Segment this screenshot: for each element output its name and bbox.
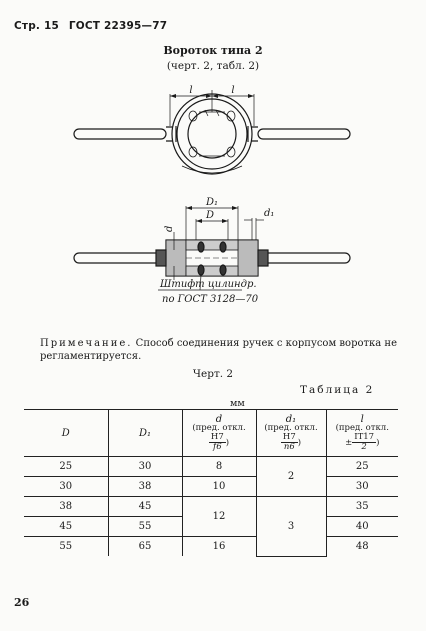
cell-D1: 38 [108,477,182,497]
left-handle-section [74,253,166,263]
dimensions-table [24,409,398,557]
table-label: Таблица 2 [300,384,375,396]
cell-l: 40 [326,517,398,537]
cell-D: 45 [24,517,108,537]
note-text: Способ соединения ручек с корпусом воротка не регламентируется. [40,338,397,362]
dim-l-right: l [231,85,235,96]
table-row [24,537,398,557]
header-d1-note: (пред. откл. [264,422,318,433]
header-l-num: IT17 [354,431,375,442]
header-d: d (пред. откл. $\frac{H7}{f6}$ ) [182,410,256,457]
page-header [14,20,167,32]
table-header-row [24,410,398,457]
cell-D1: 55 [108,517,182,537]
dim-l-left: l [189,85,193,96]
section-title: Воротoк типа 2 [163,44,263,57]
pin-standard: по ГОСТ 3128—70 [162,294,259,305]
table-row [24,457,398,477]
cell-d1: 3 [256,497,326,557]
cell-d1: 2 [256,457,326,497]
cell-d: 10 [182,477,256,497]
dim-d1: d₁ [264,208,275,219]
header-d-den: f6 [213,441,222,452]
header-d-fraction [209,433,226,452]
standard-label: ГОСТ 22395—77 [68,20,168,32]
left-handle-top [74,129,166,139]
cell-l: 35 [326,497,398,517]
header-D: D [61,427,70,439]
cell-D: 55 [59,541,73,552]
dim-d: d [164,225,175,232]
cell-l: 25 [326,457,398,477]
right-handle-top [258,129,350,139]
header-l-den: 2 [361,441,367,452]
dim-D1: D₁ [205,197,219,208]
cell-D1: 65 [108,537,182,557]
table-row [24,497,398,517]
cell-d: 12 [182,497,256,537]
cell-d: 16 [182,537,256,557]
cell-D: 25 [24,457,108,477]
header-d1-num: H7 [282,431,296,442]
cell-D: 30 [24,477,108,497]
header-l: l (пред. откл. ± $\frac{IT17}{2}$ ) [326,410,398,457]
note [40,337,400,363]
pin-label: Штифт цилиндр. [160,279,257,290]
header-l-symbol: l [360,413,364,425]
header-d1-fraction [281,433,298,452]
cell-l: 48 [326,537,398,557]
figure-caption: Черт. 2 [192,368,234,380]
header-d-note: (пред. откл. [192,422,246,433]
header-d-symbol: d [215,413,223,425]
cell-l: 30 [326,477,398,497]
table-row [24,477,398,497]
section-subtitle: (черт. 2, табл. 2) [166,60,260,72]
header-D1: D₁ [108,410,182,457]
header-d1-symbol: d₁ [285,413,297,425]
header-d-num: H7 [210,431,224,442]
dim-D: D [205,210,215,221]
cell-D: 38 [24,497,108,517]
page-number: 26 [14,596,30,609]
header-d1: d₁ (пред. откл. $\frac{H7}{n6}$ ) [256,410,326,457]
header-l-note: (пред. откл. [335,422,389,433]
page-label: Стр. 15 [14,20,59,32]
body-section-view [156,240,268,276]
note-label: Примечание. [40,338,133,349]
right-handle-section [258,253,350,263]
cell-d: 8 [182,457,256,477]
header-l-prefix: ± [345,437,353,448]
technical-drawing [0,74,426,336]
cell-D1: 45 [108,497,182,517]
header-l-fraction [352,433,376,452]
cell-D1: 30 [108,457,182,477]
header-d1-den: n6 [283,441,295,452]
table-unit: мм [230,398,245,409]
